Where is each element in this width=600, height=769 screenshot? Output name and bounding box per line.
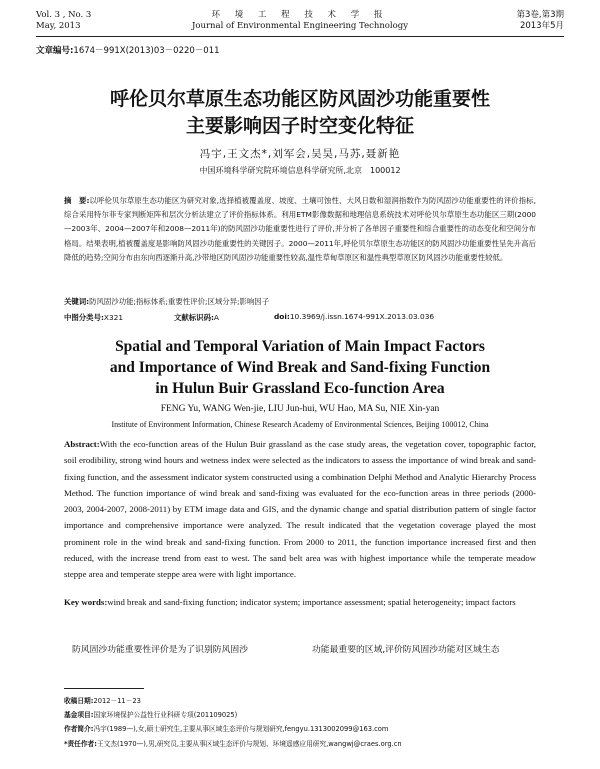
received-value: 2012－11－23 — [93, 697, 141, 705]
abstract-en-label: Abstract: — [64, 439, 100, 449]
volume-issue-cn: 第3卷,第3期 — [516, 10, 564, 20]
footnote-corresponding — [64, 737, 564, 751]
authors-cn: 冯宇,王文杰*,刘军会,吴昊,马苏,聂新艳 — [199, 148, 401, 160]
journal-name-cn: 环 境 工 程 技 术 学 报 — [211, 10, 389, 20]
doc-code-label: 文献标识码: — [174, 313, 214, 322]
abstract-cn-label: 摘 要: — [64, 196, 90, 205]
authors-en: FENG Yu, WANG Wen-jie, LIU Jun-hui, WU Hao, MA Su, NIE Xin-yan — [160, 404, 440, 414]
corresponding-value: 王文杰(1970—),男,研究员,主要从事区域生态评价与规划、环境遥感应用研究,wangwj@craes.org.cn — [96, 739, 402, 748]
title-cn-line2: 主要影响因子时空变化特征 — [185, 115, 414, 137]
footnote-author — [64, 722, 564, 736]
keywords-cn — [64, 296, 536, 307]
corresponding-label: *责任作者: — [64, 739, 97, 748]
header-rule — [36, 36, 564, 37]
title-en-line2: and Importance of Wind Break and Sand-fixing Function — [109, 359, 491, 376]
body-text-left-column: 防风固沙功能重要性评价是为了识别防风固沙 — [72, 645, 248, 655]
fund-value: 国家环境保护公益性行业科研专项(201109025) — [93, 711, 238, 720]
author-bio-label: 作者简介: — [64, 725, 94, 734]
institution-en: Institute of Environment Information, Chinese Research Academy of Environmental Sciences, Beijing 100012, China — [111, 420, 489, 429]
volume-issue: Vol. 3 , No. 3 — [36, 10, 92, 20]
classification-meta — [64, 312, 536, 323]
abstract-en — [64, 436, 536, 583]
keywords-cn-text: 防风固沙功能;指标体系;重要性评价;区域分异;影响因子 — [89, 297, 270, 306]
title-en-line1: Spatial and Temporal Variation of Main Impact Factors — [115, 338, 485, 355]
footnote-fund — [64, 708, 564, 722]
fund-label: 基金项目: — [64, 711, 94, 720]
title-cn-line1: 呼伦贝尔草原生态功能区防风固沙功能重要性 — [109, 88, 490, 110]
abstract-cn-text: 以呼伦贝尔草原生态功能区为研究对象,选择植被覆盖度、坡度、土壤可蚀性、大风日数和湿润指数作为防风固沙功能重要性的评价指标,综合采用特尔菲专家判断矩阵和层次分析法建立了评价指标体系。利用ETM影像数据和地理信息系统技术对呼伦贝尔草原生态功能区三期(2000—2003年、2004—2007年和2008—2011年)的防风固沙功能重要性进行了评价,并分析了各单因子重要性和综合重要性的动态变化和空间分布格局。结果表明,植被覆盖度是影响防风固沙功能重要性的关键因子。2000—2011年,呼伦贝尔草原生态功能区的防风固沙功能重要性呈先升高后降低的趋势;空间分布由东向西逐渐升高,沙带地区防风固沙功能重要性较高,温性草甸草原区和温性典型草原区防风固沙功能重要性较低。 — [64, 196, 536, 262]
journal-name-en: Journal of Environmental Engineering Technology — [191, 21, 409, 31]
keywords-en-text: wind break and sand-fixing function; indicator system; importance assessment; spatial heterogeneity; impact factors — [107, 597, 516, 607]
title-en — [30, 336, 570, 399]
institution-cn: 中国环境科学研究院环境信息科学研究所,北京 100012 — [199, 166, 401, 175]
footnote-received — [64, 694, 564, 708]
title-cn — [30, 86, 570, 140]
doc-code-value: A — [213, 313, 219, 322]
clc-label: 中图分类号: — [64, 313, 104, 322]
body-text-right-column: 功能最重要的区域,评价防风固沙功能对区域生态 — [312, 645, 500, 655]
author-bio-value: 冯宇(1989—),女,硕士研究生,主要从事区域生态评价与规划研究,fengyu.1313002099@163.com — [93, 725, 389, 734]
clc-value: X321 — [103, 313, 124, 322]
doi-label: doi: — [274, 312, 290, 321]
article-number-value: 1674－991X(2013)03－0220－011 — [73, 46, 220, 56]
doi-value: 10.3969/j.issn.1674-991X.2013.03.036 — [289, 312, 435, 321]
received-label: 收稿日期: — [64, 697, 94, 705]
running-header-right — [516, 10, 564, 32]
issue-date-cn: 2013年5月 — [519, 21, 564, 31]
article-number-label: 文章编号: — [36, 46, 74, 56]
keywords-en — [64, 594, 536, 610]
footnote-rule — [64, 688, 144, 689]
running-header-center — [160, 10, 440, 32]
article-number — [36, 44, 220, 56]
abstract-cn — [64, 194, 536, 265]
keywords-en-label: Key words: — [64, 597, 108, 607]
title-en-line3: in Hulun Buir Grassland Eco-function Area — [155, 380, 445, 397]
abstract-en-text: With the eco-function areas of the Hulun Buir grassland as the case study areas, the vegetation cover, topographic factor, soil erodibility, strong wind hours and wetness index were selected as the indicators to assess the importance of wind break and sand-fixing function, and the assessment indicator system constructed using a combination Delphi Method and Analytic Hierarchy Process Method. The function importance of wind break and sand-fixing was evaluated for the eco-function areas in three periods (2000-2003, 2004-2007, 2008-2011) by ETM image data and GIS, and the dynamic change and spatial distribution pattern of single factor importance and comprehensive importance were analyzed. The result indicated that the vegetation coverage played the most prominent role in the wind break and sand-fixing function. From 2000 to 2011, the function importance increased first and then reduced, with the increase trend from east to west. The sand belt area was with highest importance while the temperate meadow steppe area and temperate steppe area were with light importance. — [64, 439, 536, 580]
footnotes — [64, 694, 564, 751]
running-header-left — [36, 10, 91, 32]
issue-date: May, 2013 — [36, 21, 81, 31]
keywords-cn-label: 关键词: — [64, 297, 90, 306]
